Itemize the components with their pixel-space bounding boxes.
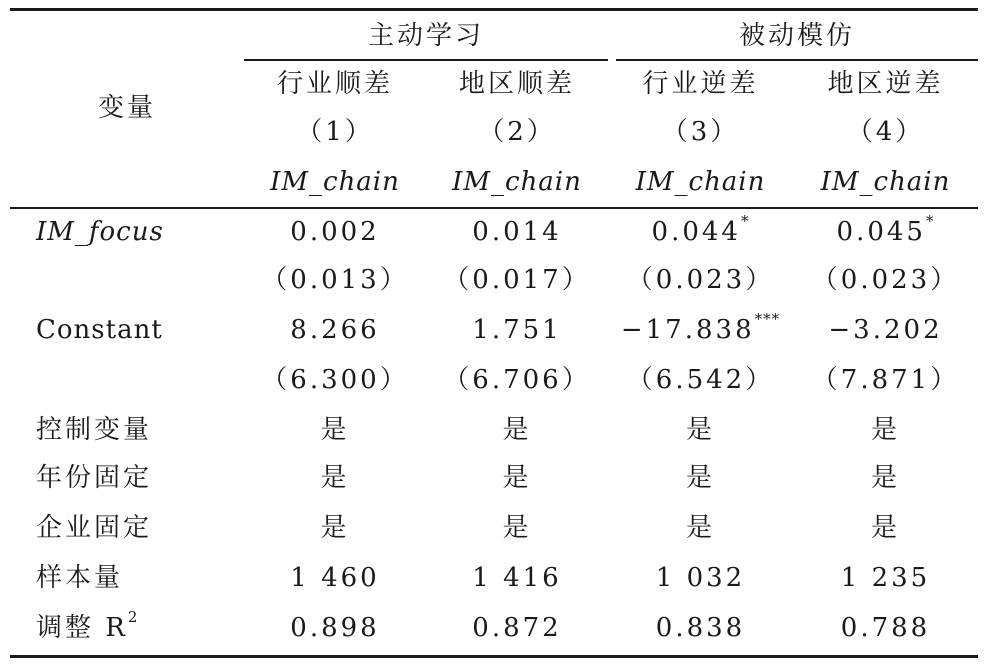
column-name-1: 行业顺差 (276, 69, 393, 99)
adj-r2-4: 0.788 (840, 613, 931, 643)
column-name-4: 地区逆差 (827, 69, 944, 99)
year-fe-3: 是 (685, 463, 715, 493)
group-header-active-learning: 主动学习 (367, 21, 484, 51)
column-index-4: （4） (846, 117, 925, 147)
se-constant-1: （6.300） (261, 365, 409, 395)
dependent-variable-2: IM_chain (452, 167, 582, 197)
column-index-1: （1） (296, 117, 374, 147)
sample-size-4: 1 235 (840, 563, 931, 593)
firm-fe-3: 是 (685, 513, 715, 543)
dependent-variable-3: IM_chain (635, 167, 766, 197)
se-constant-4: （7.871） (811, 365, 960, 395)
column-index-2: （2） (478, 117, 556, 147)
controls-4: 是 (870, 415, 900, 445)
coef-im-focus-4: 0.045* (836, 212, 935, 247)
firm-fe-1: 是 (320, 513, 350, 543)
column-name-3: 行业逆差 (642, 69, 759, 99)
coef-constant-2: 1.751 (472, 315, 562, 345)
regression-table (10, 8, 978, 658)
coef-constant-4: −3.202 (828, 315, 943, 345)
top-rule (10, 8, 978, 11)
column-index-3: （3） (661, 117, 740, 147)
group1-underline (244, 59, 608, 61)
coef-constant-3: −17.838*** (620, 310, 781, 345)
sample-size-1: 1 460 (290, 563, 380, 593)
se-im-focus-3: （0.023） (626, 265, 775, 295)
coef-im-focus-1: 0.002 (290, 217, 380, 247)
controls-3: 是 (685, 415, 715, 445)
se-constant-3: （6.542） (626, 365, 775, 395)
year-fe-2: 是 (502, 463, 532, 493)
header-rule (10, 207, 978, 209)
se-constant-2: （6.706） (443, 365, 591, 395)
bottom-rule (10, 655, 978, 658)
variable-header: 变量 (97, 93, 156, 123)
coef-im-focus-3: 0.044* (651, 212, 750, 247)
coef-constant-1: 8.266 (290, 315, 380, 345)
year-fe-1: 是 (320, 463, 350, 493)
significance-stars: *** (754, 310, 781, 329)
firm-fe-2: 是 (502, 513, 532, 543)
dependent-variable-4: IM_chain (820, 167, 951, 197)
column-name-2: 地区顺差 (458, 69, 575, 99)
sample-size-3: 1 032 (655, 563, 746, 593)
group-header-passive-imitation: 被动模仿 (738, 21, 855, 51)
row-label-sample-size: 样本量 (36, 563, 124, 593)
dependent-variable-1: IM_chain (270, 167, 400, 197)
group2-underline (616, 59, 978, 61)
controls-2: 是 (502, 415, 532, 445)
row-label-constant: Constant (36, 315, 163, 345)
row-label-year-fe: 年份固定 (36, 463, 153, 493)
adj-r2-1: 0.898 (290, 613, 380, 643)
row-label-firm-fe: 企业固定 (36, 513, 153, 543)
significance-stars: * (925, 212, 935, 231)
coef-im-focus-2: 0.014 (472, 217, 562, 247)
se-im-focus-2: （0.017） (443, 265, 591, 295)
adj-r2-3: 0.838 (655, 613, 746, 643)
firm-fe-4: 是 (870, 513, 900, 543)
sample-size-2: 1 416 (472, 563, 562, 593)
adj-r2-2: 0.872 (472, 613, 562, 643)
year-fe-4: 是 (870, 463, 900, 493)
se-im-focus-4: （0.023） (811, 265, 960, 295)
se-im-focus-1: （0.013） (261, 265, 409, 295)
row-label-im-focus: IM_focus (36, 217, 164, 247)
row-label-adj-r2: 调整 $R^2$ (36, 608, 139, 643)
controls-1: 是 (320, 415, 350, 445)
significance-stars: * (740, 212, 750, 231)
row-label-controls: 控制变量 (36, 415, 153, 445)
